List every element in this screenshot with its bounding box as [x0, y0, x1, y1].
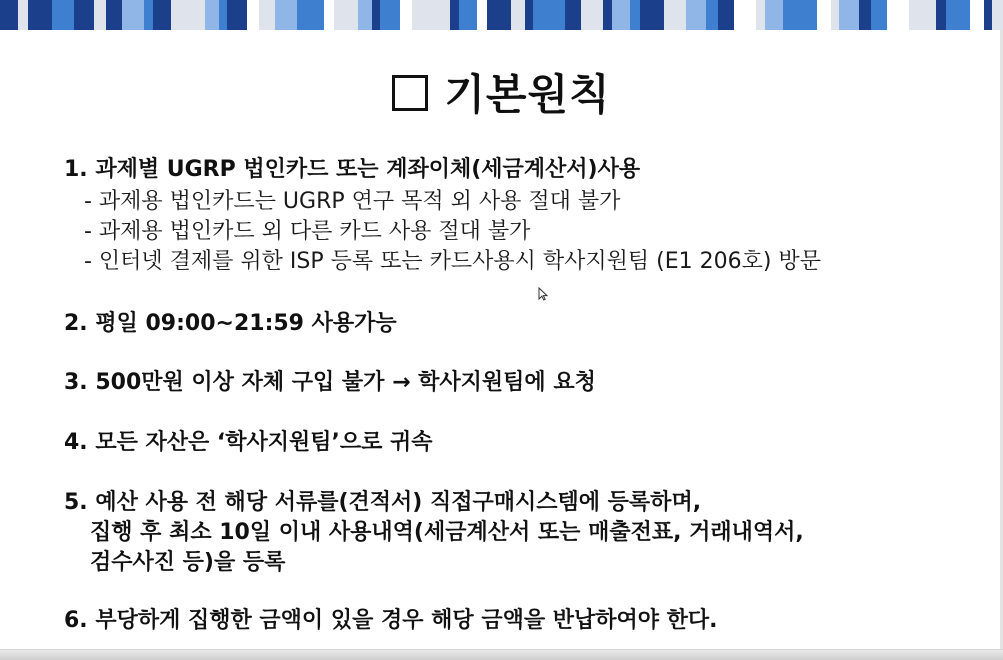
- band-tile: [718, 0, 734, 30]
- band-tile: [205, 0, 219, 30]
- band-tile: [525, 0, 533, 30]
- band-tile: [52, 0, 66, 30]
- band-tile: [793, 0, 817, 30]
- band-tile: [511, 0, 525, 30]
- band-tile: [477, 0, 487, 30]
- band-tile: [756, 0, 765, 30]
- rule-1-detail-2: - 과제용 법인카드 외 다른 카드 사용 절대 불가: [84, 219, 531, 244]
- rule-2: 2. 평일 09:00~21:59 사용가능: [64, 311, 397, 336]
- rule-1-detail-3: - 인터넷 결제를 위한 ISP 등록 또는 카드사용시 학사지원팀 (E1 206호) 방문: [84, 249, 821, 274]
- band-tile: [678, 0, 686, 30]
- band-tile: [664, 0, 678, 30]
- band-tile: [984, 0, 992, 30]
- band-tile: [783, 0, 793, 30]
- rule-5: 5. 예산 사용 전 해당 서류를(견적서) 직접구매시스템에 등록하며,: [64, 490, 702, 515]
- band-tile: [565, 0, 581, 30]
- rule-3: 3. 500만원 이상 자체 구입 불가 → 학사지원팀에 요청: [64, 370, 596, 395]
- band-tile: [28, 0, 52, 30]
- band-tile: [153, 0, 171, 30]
- band-tile: [487, 0, 511, 30]
- decorative-header-band: [0, 0, 1003, 30]
- band-tile: [686, 0, 706, 30]
- band-tile: [640, 0, 664, 30]
- band-tile: [706, 0, 718, 30]
- band-tile: [227, 0, 247, 30]
- rule-6: 6. 부당하게 집행한 금액이 있을 경우 해당 금액을 반납하여야 한다.: [64, 608, 718, 633]
- band-tile: [412, 0, 428, 30]
- band-tile: [297, 0, 306, 30]
- band-tile: [533, 0, 553, 30]
- band-tile: [581, 0, 603, 30]
- band-tile: [181, 0, 205, 30]
- band-tile: [18, 0, 28, 30]
- band-tile: [603, 0, 612, 30]
- band-tile: [94, 0, 106, 30]
- rule-1: 1. 과제별 UGRP 법인카드 또는 계좌이체(세금계산서)사용: [64, 157, 641, 182]
- band-tile: [428, 0, 450, 30]
- band-tile: [66, 0, 74, 30]
- rule-5-continuation-1: 집행 후 최소 10일 이내 사용내역(세금계산서 또는 매출전표, 거래내역서,: [90, 520, 804, 545]
- band-tile: [946, 0, 970, 30]
- band-tile: [275, 0, 297, 30]
- band-tile: [171, 0, 181, 30]
- band-tile: [400, 0, 412, 30]
- band-tile: [247, 0, 259, 30]
- band-tile: [839, 0, 859, 30]
- band-tile: [459, 0, 477, 30]
- band-tile: [992, 0, 1003, 30]
- band-tile: [970, 0, 984, 30]
- band-tile: [372, 0, 380, 30]
- band-tile: [306, 0, 324, 30]
- bottom-scroll-strip: [0, 649, 1003, 660]
- band-tile: [358, 0, 372, 30]
- band-tile: [259, 0, 275, 30]
- slide-title: [0, 62, 1003, 122]
- rule-1-detail-1: - 과제용 법인카드는 UGRP 연구 목적 외 사용 절대 불가: [84, 189, 621, 214]
- band-tile: [918, 0, 936, 30]
- mouse-cursor-icon: [538, 287, 548, 301]
- band-tile: [859, 0, 871, 30]
- band-tile: [831, 0, 839, 30]
- band-tile: [324, 0, 334, 30]
- band-tile: [74, 0, 94, 30]
- band-tile: [630, 0, 640, 30]
- band-tile: [817, 0, 831, 30]
- band-tile: [334, 0, 358, 30]
- band-tile: [612, 0, 630, 30]
- band-tile: [936, 0, 946, 30]
- band-tile: [765, 0, 783, 30]
- band-tile: [734, 0, 756, 30]
- rule-5-continuation-2: 검수사진 등)을 등록: [90, 550, 286, 575]
- band-tile: [871, 0, 887, 30]
- band-tile: [122, 0, 144, 30]
- band-tile: [909, 0, 918, 30]
- band-tile: [219, 0, 227, 30]
- band-tile: [450, 0, 459, 30]
- band-tile: [144, 0, 153, 30]
- slide-title-text: 기본원칙: [444, 70, 611, 119]
- band-tile: [106, 0, 122, 30]
- band-tile: [553, 0, 565, 30]
- rule-4: 4. 모든 자산은 ‘학사지원팀’으로 귀속: [64, 430, 433, 455]
- checkbox-square-icon: [392, 75, 428, 111]
- band-tile: [380, 0, 400, 30]
- band-tile: [887, 0, 909, 30]
- band-tile: [0, 0, 18, 30]
